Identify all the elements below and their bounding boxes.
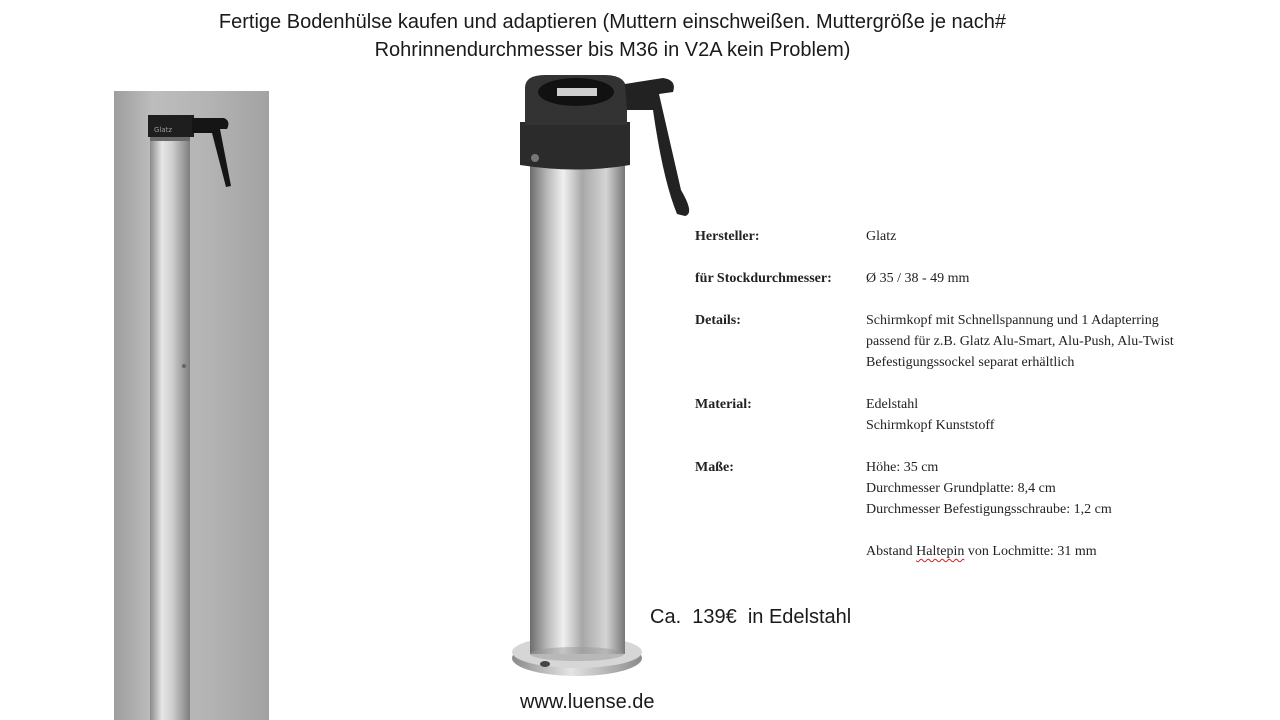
spec-label-material: Material: bbox=[695, 397, 752, 412]
title-line-1: Fertige Bodenhülse kaufen und adaptieren (Muttern einschweißen. Muttergröße je nach# bbox=[218, 11, 1007, 33]
ground-sleeve-photo-left bbox=[114, 91, 269, 720]
cap-label: Glatz bbox=[154, 126, 173, 134]
spec-value-dimensions-2: Durchmesser Grundplatte: 8,4 cm bbox=[866, 481, 1056, 496]
ground-sleeve-illustration bbox=[114, 91, 269, 720]
pin-distance-suffix: von Lochmitte: 31 mm bbox=[964, 544, 1097, 559]
slide-title bbox=[120, 8, 1105, 64]
specifications-table bbox=[695, 226, 1255, 583]
spec-row-details bbox=[695, 310, 1255, 373]
spec-value-diameter: Ø 35 / 38 - 49 mm bbox=[866, 271, 970, 286]
spec-value-material-2: Schirmkopf Kunststoff bbox=[866, 418, 995, 433]
spec-value-dimensions-3: Durchmesser Befestigungsschraube: 1,2 cm bbox=[866, 502, 1112, 517]
umbrella-holder-photo-center bbox=[505, 70, 705, 690]
spec-value-details-1: Schirmkopf mit Schnellspannung und 1 Adapterring bbox=[866, 313, 1159, 328]
spec-value-details-2: passend für z.B. Glatz Alu-Smart, Alu-Push, Alu-Twist bbox=[866, 334, 1174, 349]
website-url: www.luense.de bbox=[520, 691, 655, 713]
spec-value-dimensions-1: Höhe: 35 cm bbox=[866, 460, 939, 475]
umbrella-holder-illustration bbox=[505, 70, 705, 690]
pin-distance-prefix: Abstand bbox=[866, 544, 917, 559]
spec-label-dimensions: Maße: bbox=[695, 460, 734, 475]
spellcheck-marked-word: Haltepin bbox=[916, 544, 965, 559]
spec-row-dimensions bbox=[695, 457, 1255, 562]
spec-value-material-1: Edelstahl bbox=[866, 397, 919, 412]
spec-label-manufacturer: Hersteller: bbox=[695, 229, 760, 244]
spec-row-diameter bbox=[695, 268, 1255, 289]
spec-label-diameter: für Stockdurchmesser: bbox=[695, 271, 832, 286]
spec-label-details: Details: bbox=[695, 313, 741, 328]
spec-value-pin-distance bbox=[866, 541, 1255, 562]
spec-value-details-3: Befestigungssockel separat erhältlich bbox=[866, 355, 1075, 370]
title-line-2: Rohrinnendurchmesser bis M36 in V2A kein Problem) bbox=[374, 39, 851, 61]
spec-value-manufacturer: Glatz bbox=[866, 229, 897, 244]
spec-row-material bbox=[695, 394, 1255, 436]
price-note: Ca. 139€ in Edelstahl bbox=[650, 606, 852, 628]
spec-row-manufacturer bbox=[695, 226, 1255, 247]
